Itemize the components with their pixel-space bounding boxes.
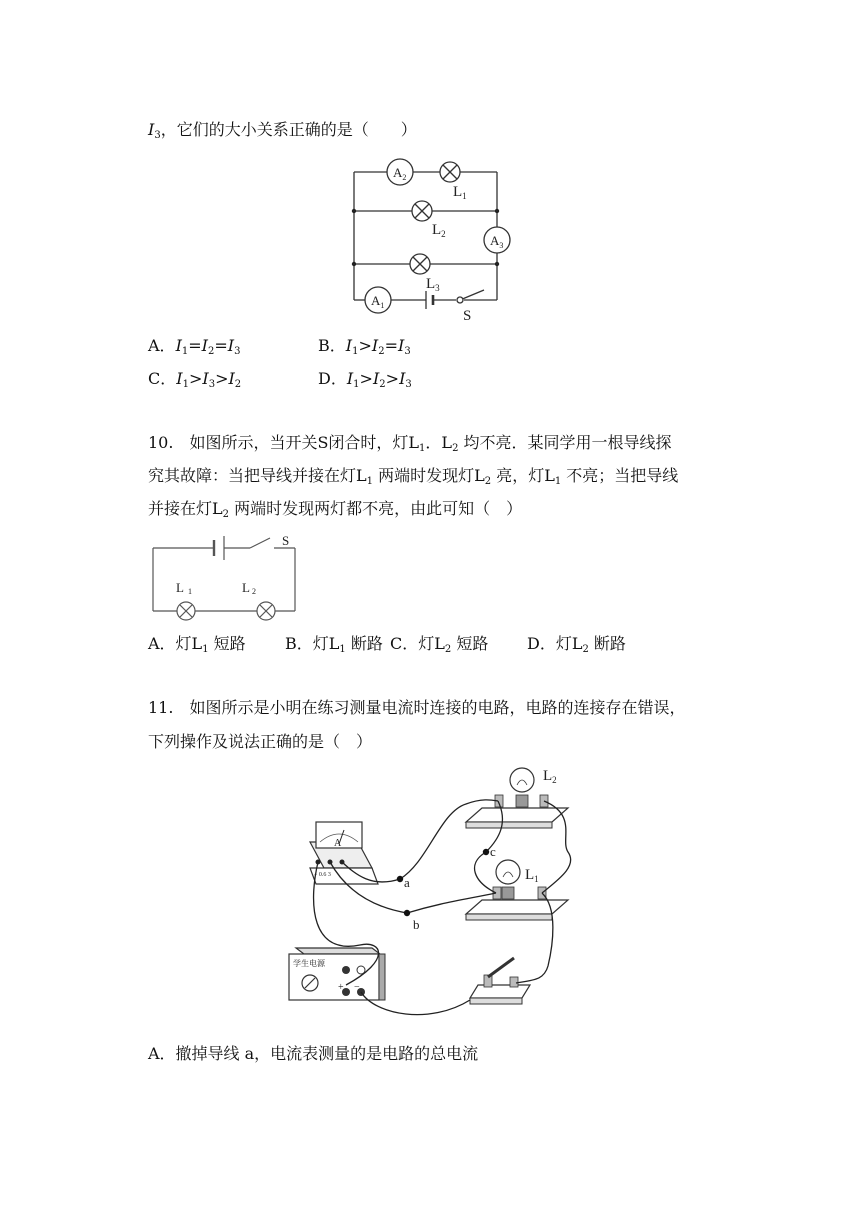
q9-switch-label: S [463, 308, 472, 324]
q10-option-a[interactable]: A．灯$L_1$ 短路 [148, 634, 246, 655]
q9-l3-label: $L_3$ [426, 276, 440, 293]
q10-option-b[interactable]: B．灯$L_1$ 断路 [285, 634, 383, 655]
q9-option-b[interactable]: B．$I_1>I_2=I_3$ [318, 336, 411, 357]
q10-option-c[interactable]: C．灯$L_2$ 短路 [390, 634, 489, 655]
q10-stem-line-2: 究其故障：当把导线并接在灯$L_1$ 两端时发现灯$L_2$ 亮，灯$L_1$ 不亮；当把导线 [148, 466, 679, 487]
q11-plus-label: + [338, 982, 344, 993]
q11-wire-b-label: b [413, 917, 420, 932]
q9-option-a[interactable]: A．$I_1=I_2=I_3$ [148, 336, 241, 357]
q11-circuit-illustration [280, 760, 580, 1035]
q9-stem [148, 119, 417, 141]
q9-l1-label: $L_1$ [453, 184, 467, 201]
q11-lamp-l1-board [466, 860, 568, 920]
q11-l2-label: $L_2$ [543, 768, 557, 785]
q10-stem-line-1: 10. 如图所示，当开关S闭合时，灯$L_1$．$L_2$ 均不亮．某同学用一根导线探 [148, 433, 672, 454]
q9-stem-sub: 3 [154, 130, 161, 141]
q10-circuit-diagram [145, 532, 305, 622]
q11-switch [470, 958, 530, 1004]
q9-a1-label: $A_1$ [371, 293, 385, 310]
q9-a3-label: $A_3$ [490, 233, 504, 250]
q9-option-d[interactable]: D．$I_1>I_2>I_3$ [318, 369, 412, 390]
indicator-icon [342, 966, 350, 974]
q10-l2-label: L 2 [242, 580, 256, 596]
q11-stem-line-1: 11. 如图所示是小明在练习测量电流时连接的电路，电路的连接存在错误， [148, 698, 686, 717]
q11-ammeter-terminals: − 0.6 3 [314, 872, 331, 878]
q10-stem-line-3: 并接在灯$L_2$ 两端时发现两灯都不亮，由此可知（ ） [148, 499, 523, 520]
q11-minus-label: − [354, 982, 360, 993]
q9-stem-var: I [148, 120, 155, 139]
q11-wire-a-label: a [404, 875, 410, 890]
q11-power-label: 学生电源 [293, 959, 325, 968]
q11-wire-c-label: c [490, 844, 496, 859]
q9-stem-text: ，它们的大小关系正确的是（ ） [160, 120, 417, 139]
q11-stem-line-2: 下列操作及说法正确的是（ ） [148, 732, 373, 751]
q11-ammeter-face: A [334, 838, 342, 849]
q9-option-c[interactable]: C．$I_1>I_3>I_2$ [148, 369, 242, 390]
q9-circuit-diagram [340, 150, 520, 325]
q9-a2-label: $A_2$ [393, 165, 407, 182]
q10-switch-label: S [282, 533, 290, 548]
q11-power-supply [289, 948, 385, 1000]
q11-option-a[interactable]: A．撤掉导线 a，电流表测量的是电路的总电流 [148, 1044, 479, 1063]
q9-l2-label: $L_2$ [432, 222, 446, 239]
q10-option-d[interactable]: D．灯$L_2$ 断路 [527, 634, 626, 655]
q10-l1-label: L 1 [176, 580, 192, 596]
q11-l1-label: $L_1$ [525, 867, 539, 884]
